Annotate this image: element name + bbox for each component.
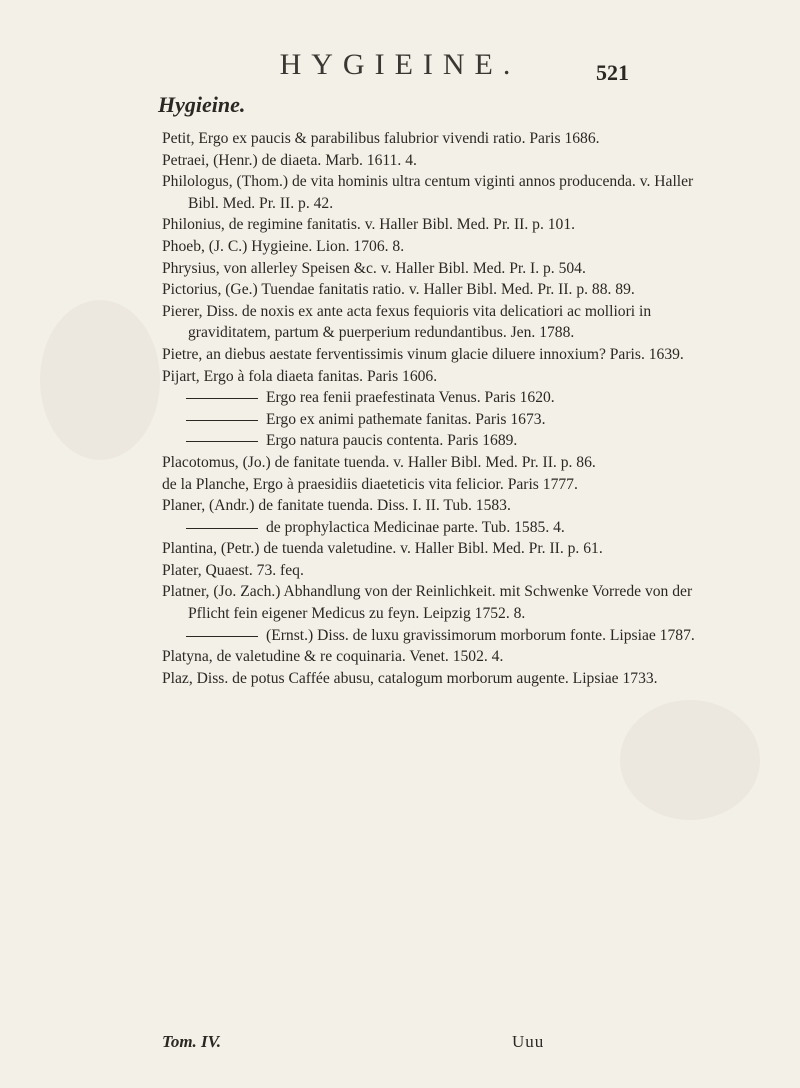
- entry-text: Planer, (Andr.) de fanitate tuenda. Diss. I. II. Tub. 1583.: [162, 497, 511, 515]
- bibliography-entry: [162, 474, 722, 496]
- bibliography-entry: [162, 538, 722, 560]
- entry-text: Ergo natura paucis contenta. Paris 1689.: [266, 432, 518, 450]
- entry-text: Plantina, (Petr.) de tuenda valetudine. v. Haller Bibl. Med. Pr. II. p. 61.: [162, 540, 603, 558]
- bibliography-entry: [162, 387, 722, 409]
- entry-text: Platner, (Jo. Zach.) Abhandlung von der Reinlichkeit. mit Schwenke Vorrede von der Pflicht fein eigener Medicus zu feyn. Leipzig 1752. 8.: [162, 583, 693, 623]
- bibliography-entry: [162, 560, 722, 582]
- entry-text: Phoeb, (J. C.) Hygieine. Lion. 1706. 8.: [162, 237, 405, 255]
- bibliography-entry: [162, 581, 722, 624]
- entry-text: de la Planche, Ergo à praesidiis diaeteticis vita felicior. Paris 1777.: [162, 475, 578, 493]
- entry-text: Ergo ex animi pathemate fanitas. Paris 1673.: [266, 410, 546, 428]
- ditto-dash: [186, 528, 258, 529]
- bibliography-entry: [162, 646, 722, 668]
- running-title: HYGIEINE.: [279, 48, 521, 81]
- entry-text: Plaz, Diss. de potus Caffée abusu, catalogum morborum augente. Lipsiae 1733.: [162, 669, 658, 687]
- entry-text: Pierer, Diss. de noxis ex ante acta fexus fequioris vita delicatiori ac molliori in graviditatem, partum & puerperium redundantibus. Jen. 1788.: [162, 302, 652, 342]
- ditto-dash: [186, 441, 258, 442]
- entry-text: Philonius, de regimine fanitatis. v. Haller Bibl. Med. Pr. II. p. 101.: [162, 216, 576, 234]
- entry-text: Petraei, (Henr.) de diaeta. Marb. 1611. 4.: [162, 151, 417, 169]
- bibliography-entry: [162, 495, 722, 517]
- page-footer: [162, 1032, 662, 1052]
- bibliography-entry: [162, 236, 722, 258]
- bibliography-entry: [162, 258, 722, 280]
- paper-stain: [620, 700, 760, 820]
- bibliography-entry: [162, 171, 722, 214]
- ditto-dash: [186, 420, 258, 421]
- bibliography-entry: [162, 128, 722, 150]
- bibliography-entry: [162, 301, 722, 344]
- entry-text: Platyna, de valetudine & re coquinaria. Venet. 1502. 4.: [162, 648, 504, 666]
- entry-text: Phrysius, von allerley Speisen &c. v. Haller Bibl. Med. Pr. I. p. 504.: [162, 259, 586, 277]
- section-title: Hygieine.: [158, 92, 246, 117]
- entry-text: (Ernst.) Diss. de luxu gravissimorum morborum fonte. Lipsiae 1787.: [266, 626, 695, 644]
- bibliography-entry: [162, 344, 722, 366]
- bibliography-entry: [162, 430, 722, 452]
- entry-text: Plater, Quaest. 73. feq.: [162, 561, 304, 579]
- bibliography-entry: [162, 150, 722, 172]
- page-number: 521: [596, 60, 629, 85]
- bibliography-entry: [162, 452, 722, 474]
- entry-text: Philologus, (Thom.) de vita hominis ultra centum viginti annos producenda. v. Haller Bibl. Med. Pr. II. p. 42.: [162, 173, 694, 212]
- bibliography-entry: [162, 214, 722, 236]
- bibliography-entry: [162, 409, 722, 431]
- signature-mark: Uuu: [512, 1032, 545, 1051]
- entry-text: Petit, Ergo ex paucis & parabilibus falubrior vivendi ratio. Paris 1686.: [162, 130, 600, 147]
- entry-text: Ergo rea fenii praefestinata Venus. Paris 1620.: [266, 389, 555, 407]
- entry-text: Pijart, Ergo à fola diaeta fanitas. Paris 1606.: [162, 367, 438, 385]
- volume-label: Tom. IV.: [162, 1032, 222, 1051]
- ditto-dash: [186, 636, 258, 637]
- entry-text: Pictorius, (Ge.) Tuendae fanitatis ratio. v. Haller Bibl. Med. Pr. II. p. 88. 89.: [162, 281, 635, 299]
- entry-text: Pietre, an diebus aestate ferventissimis vinum glacie diluere innoxium? Paris. 1639.: [162, 345, 684, 363]
- ditto-dash: [186, 398, 258, 399]
- bibliography-entry: [162, 366, 722, 388]
- bibliography-list: [162, 128, 722, 689]
- entry-text: de prophylactica Medicinae parte. Tub. 1585. 4.: [266, 518, 565, 536]
- bibliography-entry: [162, 668, 722, 690]
- entry-text: Placotomus, (Jo.) de fanitate tuenda. v. Haller Bibl. Med. Pr. II. p. 86.: [162, 453, 596, 471]
- bibliography-entry: [162, 517, 722, 539]
- paper-stain: [40, 300, 160, 460]
- bibliography-entry: [162, 625, 722, 647]
- bibliography-entry: [162, 279, 722, 301]
